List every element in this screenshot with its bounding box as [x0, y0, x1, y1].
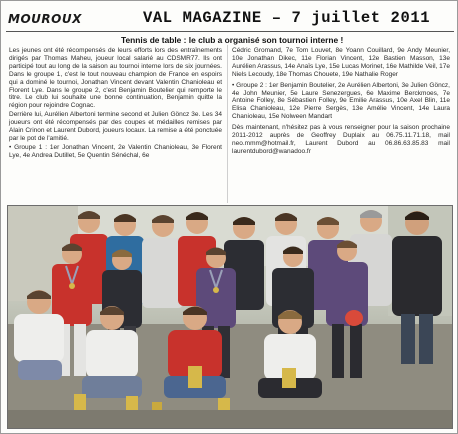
- team-photo: [7, 205, 453, 429]
- article-column-left: [9, 47, 222, 161]
- paragraph: Derrière lui, Aurélien Albertoni termine second et Julien Göncz 3e. Les 34 joueurs ont été récompensés par des coupes et médailles remises par Alain Crinon et Laurent Dubord, joueurs locaux. La remise a été ponctuée par le pot de l'amitié.: [9, 111, 222, 142]
- brand-label: MOUROUX: [8, 12, 82, 26]
- article-headline: Tennis de table : le club a organisé son tournoi interne !: [121, 35, 344, 45]
- team-photo-illustration: [8, 206, 453, 429]
- column-divider: [227, 45, 228, 203]
- article-column-right: [232, 47, 450, 159]
- paragraph: • Groupe 2 : 1er Benjamin Boutelier, 2e Aurélien Albertoni, 3e Julien Göncz, 4e John Meunier, 5e Laure Senezergues, 6e Maxime Berckmoes, 7e Antoine Folley, 8e Sébastien Folley, 9e Emilie Arassus, 10e Axel Blin, 11e Elisa Chanioleau, 12e Pierre Sergès, 13e Amélie Vincent, 14e Laura Chanioleau, 15e Nolween Mandart: [232, 81, 450, 121]
- paragraph: Dès maintenant, n'hésitez pas à vous renseigner pour la saison prochaine 2011-2012 auprès de Geoffrey Duplaix au 06.75.11.71.18, mail neo.mmm@hotmail.fr, Laurent Dubord au 06.86.63.85.83 mail laurentdubord@wanadoo.fr: [232, 124, 450, 155]
- paragraph: Cédric Gromand, 7e Tom Louvet, 8e Yoann Couillard, 9e Andy Meunier, 10e Jonathan Dikec, 11e Florian Vincent, 12e Bastien Masson, 13e Aurélien Arassus, 14e Anaïs Lye, 15e Lucas Morinet, 16e Mathilde Veil, 17e Niels Lecoudy, 18e Thomas Chouete, 19e Nathalie Roger: [232, 47, 451, 78]
- masthead-bar: [6, 5, 454, 32]
- paragraph: Les jeunes ont été récompensés de leurs efforts lors des entraînements dirigés par Thomas Maheu, joueur local salarié au CDSMR77. Ils ont participé tout au long de la saison au tournoi interne lors de six journées. Dans le groupe 1, c'est le tout nouveau champion de France en espoirs qui a dominé le tournoi, Jonathan Vincent devant Valentin Chanioleau et Florent Lye. Dans le groupe 2, c'est Benjamin Boutelier qui remporte le titre. Le club lui souhaite une bonne continuation, Benjamin quitte la région pour rejoindre Cognac.: [9, 47, 222, 110]
- paragraph: • Groupe 1 : 1er Jonathan Vincent, 2e Valentin Chanioleau, 3e Florent Lye, 4e Andrea Dutillet, 5e Quentin Sénéchal, 6e: [9, 143, 222, 159]
- floor-shadow: [8, 410, 453, 429]
- masthead-title: VAL MAGAZINE – 7 juillet 2011: [143, 9, 431, 27]
